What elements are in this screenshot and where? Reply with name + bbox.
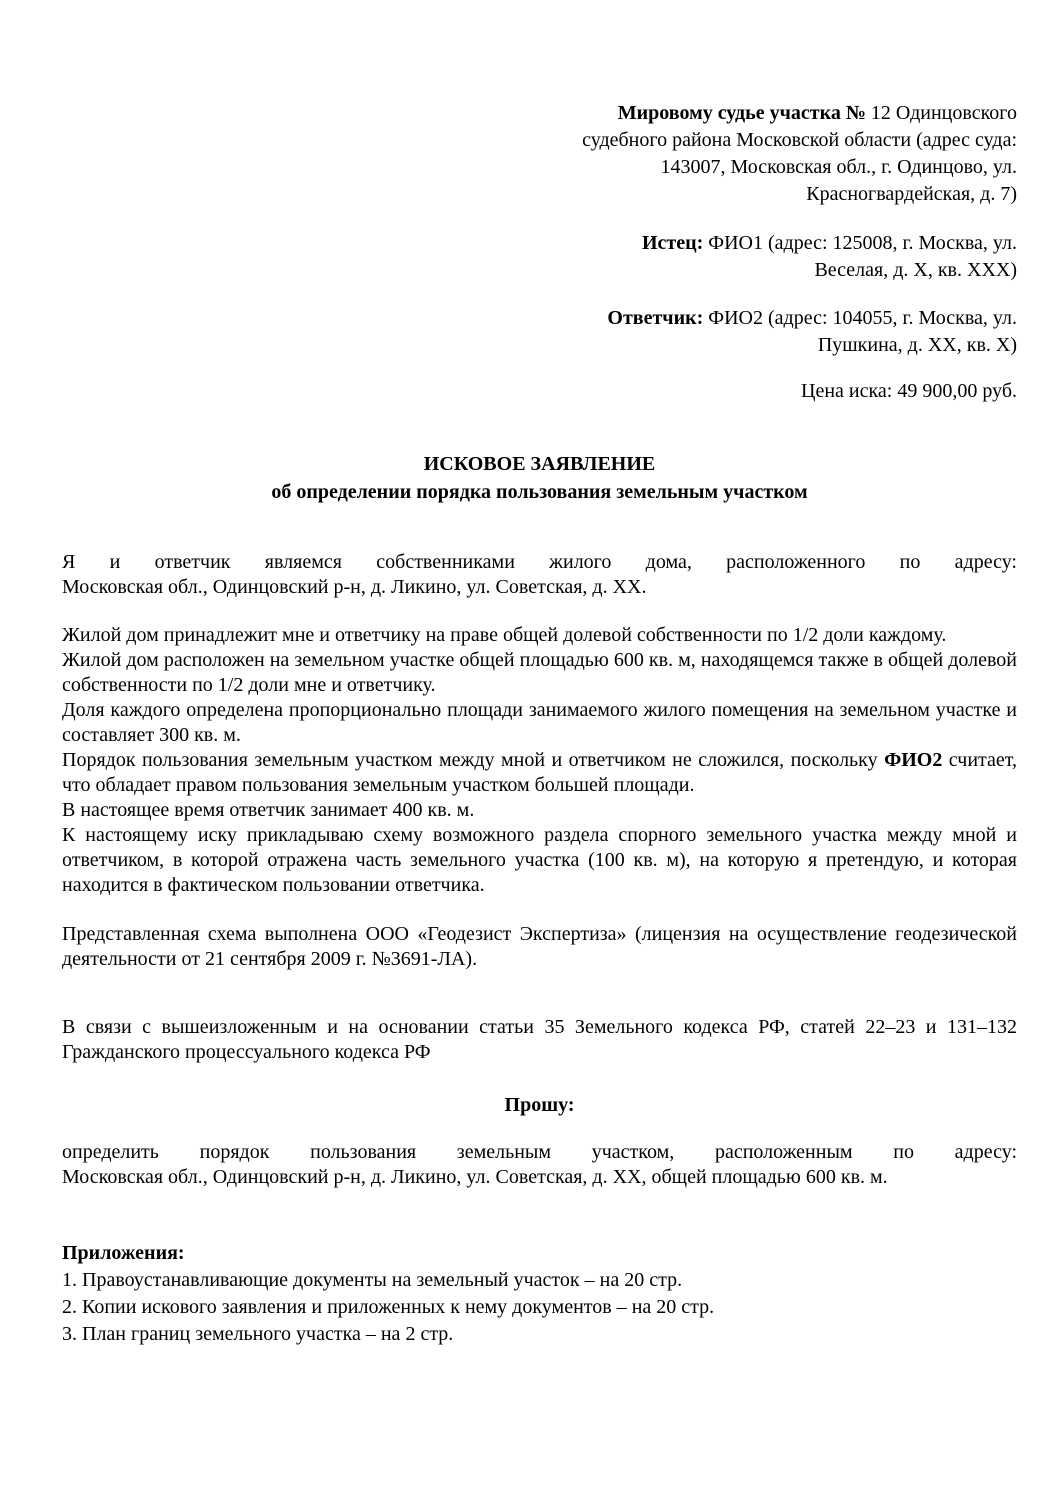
defendant-label: Ответчик: [607, 307, 704, 329]
attachment-item: 1. Правоустанавливающие документы на земельный участок – на 20 стр. [62, 1269, 683, 1291]
defendant-text: ФИО2 (адрес: 104055, г. Москва, ул. Пушкина, д. XX, кв. X) [703, 307, 1017, 356]
document-title-line-2: об определении порядка пользования земельным участком [271, 481, 808, 503]
paragraph-legal-basis: В связи с вышеизложенным и на основании статьи 35 Земельного кодекса РФ, статей 22–23 и 131–132 Гражданского процессуального кодекса РФ [62, 1016, 1017, 1063]
attachments-heading: Приложения: [62, 1242, 185, 1264]
paragraph-share-size: Доля каждого определена пропорционально площади занимаемого жилого помещения на земельном участке и составляет 300 кв. м. [62, 699, 1017, 746]
claim-price: Цена иска: 49 900,00 руб. [801, 380, 1017, 402]
paragraph-current-occupation: В настоящее время ответчик занимает 400 кв. м. [62, 799, 475, 821]
attachment-item: 3. План границ земельного участка – на 2 стр. [62, 1323, 454, 1345]
plaintiff-label: Истец: [641, 232, 704, 254]
plaintiff-text: ФИО1 (адрес: 125008, г. Москва, ул. Веселая, д. X, кв. XXX) [703, 232, 1017, 281]
court-address-text: 12 Одинцовского судебного района Московской области (адрес суда: 143007, Московская обл., г. Одинцово, ул. Красногвардейская, д. 7) [582, 102, 1017, 205]
paragraph-house-ownership: Жилой дом принадлежит мне и ответчику на праве общей долевой собственности по 1/2 доли каждому. [62, 624, 947, 646]
document-body [62, 550, 1017, 1348]
request-heading: Прошу: [504, 1094, 575, 1116]
paragraph-usage-dispute [62, 748, 1017, 798]
document-header [62, 100, 1017, 405]
document-title [62, 450, 1017, 506]
plaintiff-block [607, 230, 1017, 284]
paragraph-intro-line-1: Я и ответчик являемся собственниками жилого дома, расположенного по адресу: [62, 551, 1017, 573]
attachment-item: 2. Копии искового заявления и приложенных к нему документов – на 20 стр. [62, 1296, 715, 1318]
paragraph-attached-scheme: К настоящему иску прикладываю схему возможного раздела спорного земельного участка между мной и ответчиком, в которой отражена часть земельного участка (100 кв. м), на которую я претендую, и которая находится в фактическом пользовании ответчика. [62, 824, 1017, 896]
paragraph-request [62, 1140, 1017, 1190]
facts-paragraph-group [62, 623, 1017, 898]
usage-dispute-text-before: Порядок пользования земельным участком между мной и ответчиком не сложился, поскольку [62, 749, 885, 771]
paragraph-scheme-author: Представленная схема выполнена ООО «Геодезист Экспертиза» (лицензия на осуществление геодезической деятельности от 21 сентября 2009 г. №3691-ЛА). [62, 923, 1017, 970]
paragraph-intro [62, 550, 1017, 600]
attachments-section [62, 1240, 1017, 1348]
paragraph-intro-line-2: Московская обл., Одинцовский р-н, д. Ликино, ул. Советская, д. XX. [62, 576, 647, 598]
paragraph-request-line-1: определить порядок пользования земельным участком, расположенным по адресу: [62, 1141, 1017, 1163]
paragraph-land-ownership: Жилой дом расположен на земельном участке общей площадью 600 кв. м, находящемся также в общей долевой собственности по 1/2 доли мне и ответчику. [62, 649, 1017, 696]
court-label: Мировому судье участка № [617, 102, 866, 124]
defendant-name-bold: ФИО2 [884, 749, 943, 771]
court-address-block [577, 100, 1017, 208]
paragraph-request-line-2: Московская обл., Одинцовский р-н, д. Ликино, ул. Советская, д. XX, общей площадью 600 кв. м. [62, 1166, 888, 1188]
document-title-line-1: ИСКОВОЕ ЗАЯВЛЕНИЕ [423, 453, 656, 475]
usage-dispute-text-after: считает, что обладает правом пользования земельным участком большей площади. [62, 749, 1018, 796]
defendant-block [577, 305, 1017, 359]
